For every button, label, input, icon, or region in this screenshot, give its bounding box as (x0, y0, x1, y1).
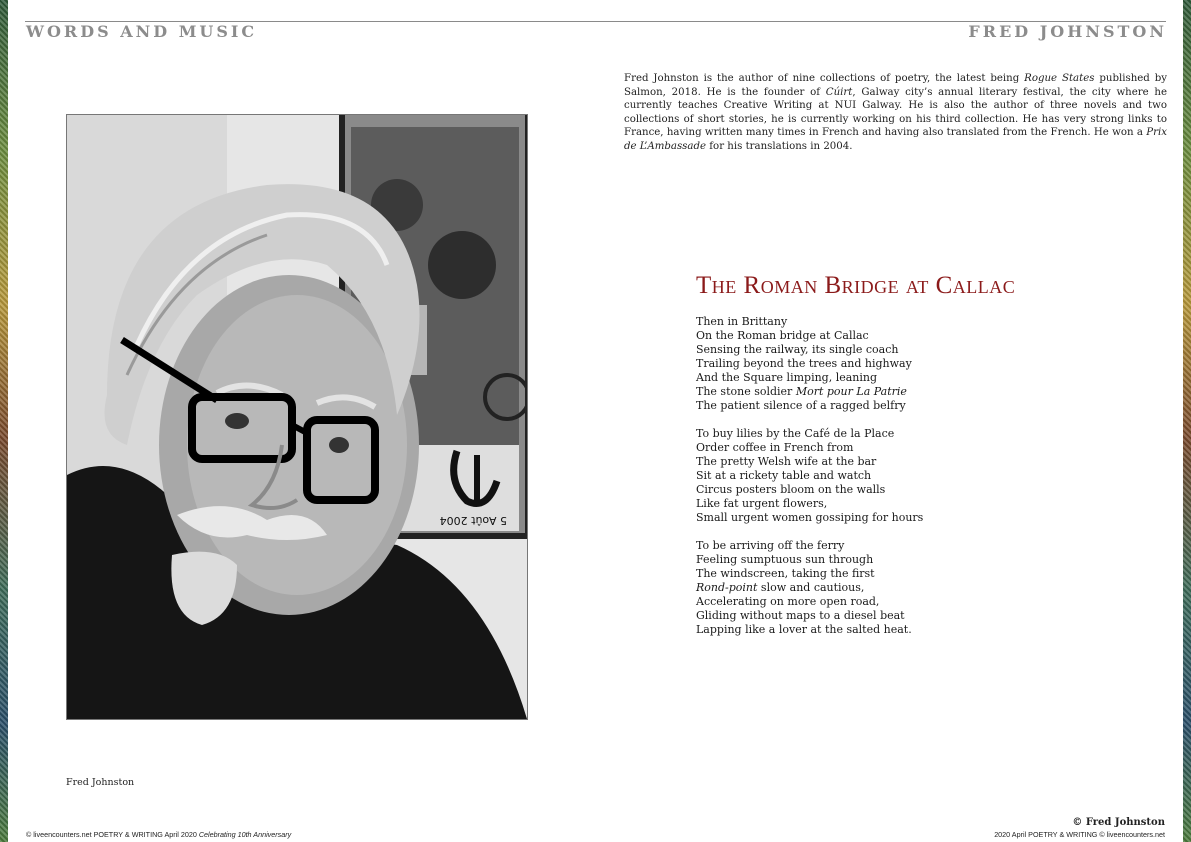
poem-line: On the Roman bridge at Callac (696, 329, 869, 342)
poem-line: Small urgent women gossiping for hours (696, 511, 924, 524)
section-title: WORDS AND MUSIC (26, 22, 258, 41)
poem-line: Sensing the railway, its single coach (696, 343, 899, 356)
poem-stanza-3 (696, 539, 923, 637)
poem-line: The patient silence of a ragged belfry (696, 399, 906, 412)
poem-line: Rond-point slow and cautious, (696, 581, 865, 594)
poem-line: Trailing beyond the trees and highway (696, 357, 912, 370)
poem-stanza-1 (696, 315, 923, 413)
footer-left: © liveencounters.net POETRY & WRITING April 2020 Celebrating 10th Anniversary (26, 830, 292, 839)
decorative-border-right (1183, 0, 1191, 842)
poster-date: 5 Août 2004 (439, 514, 507, 527)
footer-right: 2020 April POETRY & WRITING © liveencounters.net (994, 830, 1165, 839)
poem-line: To buy lilies by the Café de la Place (696, 427, 895, 440)
poem-line: The stone soldier Mort pour La Patrie (696, 385, 907, 398)
author-photo (66, 114, 528, 720)
photo-caption: Fred Johnston (66, 777, 135, 788)
poem-line: Gliding without maps to a diesel beat (696, 609, 905, 622)
poem-title: The Roman Bridge at Callac (696, 272, 1016, 299)
poem-line: And the Square limping, leaning (696, 371, 878, 384)
poem-line: Then in Brittany (696, 315, 788, 328)
poem-stanza-2 (696, 427, 923, 525)
poem-line: Like fat urgent flowers, (696, 497, 828, 510)
poem-line: Accelerating on more open road, (696, 595, 880, 608)
poem-line: The pretty Welsh wife at the bar (696, 455, 877, 468)
poem-line: Feeling sumptuous sun through (696, 553, 874, 566)
author-bio: Fred Johnston is the author of nine collections of poetry, the latest being Rogue States published by Salmon, 2018. He is the founder of Cúirt, Galway city’s annual literary festival, the city where he currently teaches Creative Writing at NUI Galway. He is also the author of three novels and two collections of short stories, he is currently working on his third collection. He has very strong links to France, having written many times in French and having also translated from the French. He won a Prix de L’Ambassade for his translations in 2004. (624, 73, 1168, 152)
copyright-notice: © Fred Johnston (1072, 817, 1165, 828)
decorative-border-left (0, 0, 8, 842)
poem-body (696, 315, 923, 651)
poem-line: To be arriving off the ferry (696, 539, 845, 552)
poem-line: Circus posters bloom on the walls (696, 483, 886, 496)
poem-line: Lapping like a lover at the salted heat. (696, 623, 912, 636)
poem-line: Order coffee in French from (696, 441, 854, 454)
author-title: FRED JOHNSTON (968, 22, 1167, 41)
poem-line: The windscreen, taking the first (696, 567, 875, 580)
poem-line: Sit at a rickety table and watch (696, 469, 872, 482)
